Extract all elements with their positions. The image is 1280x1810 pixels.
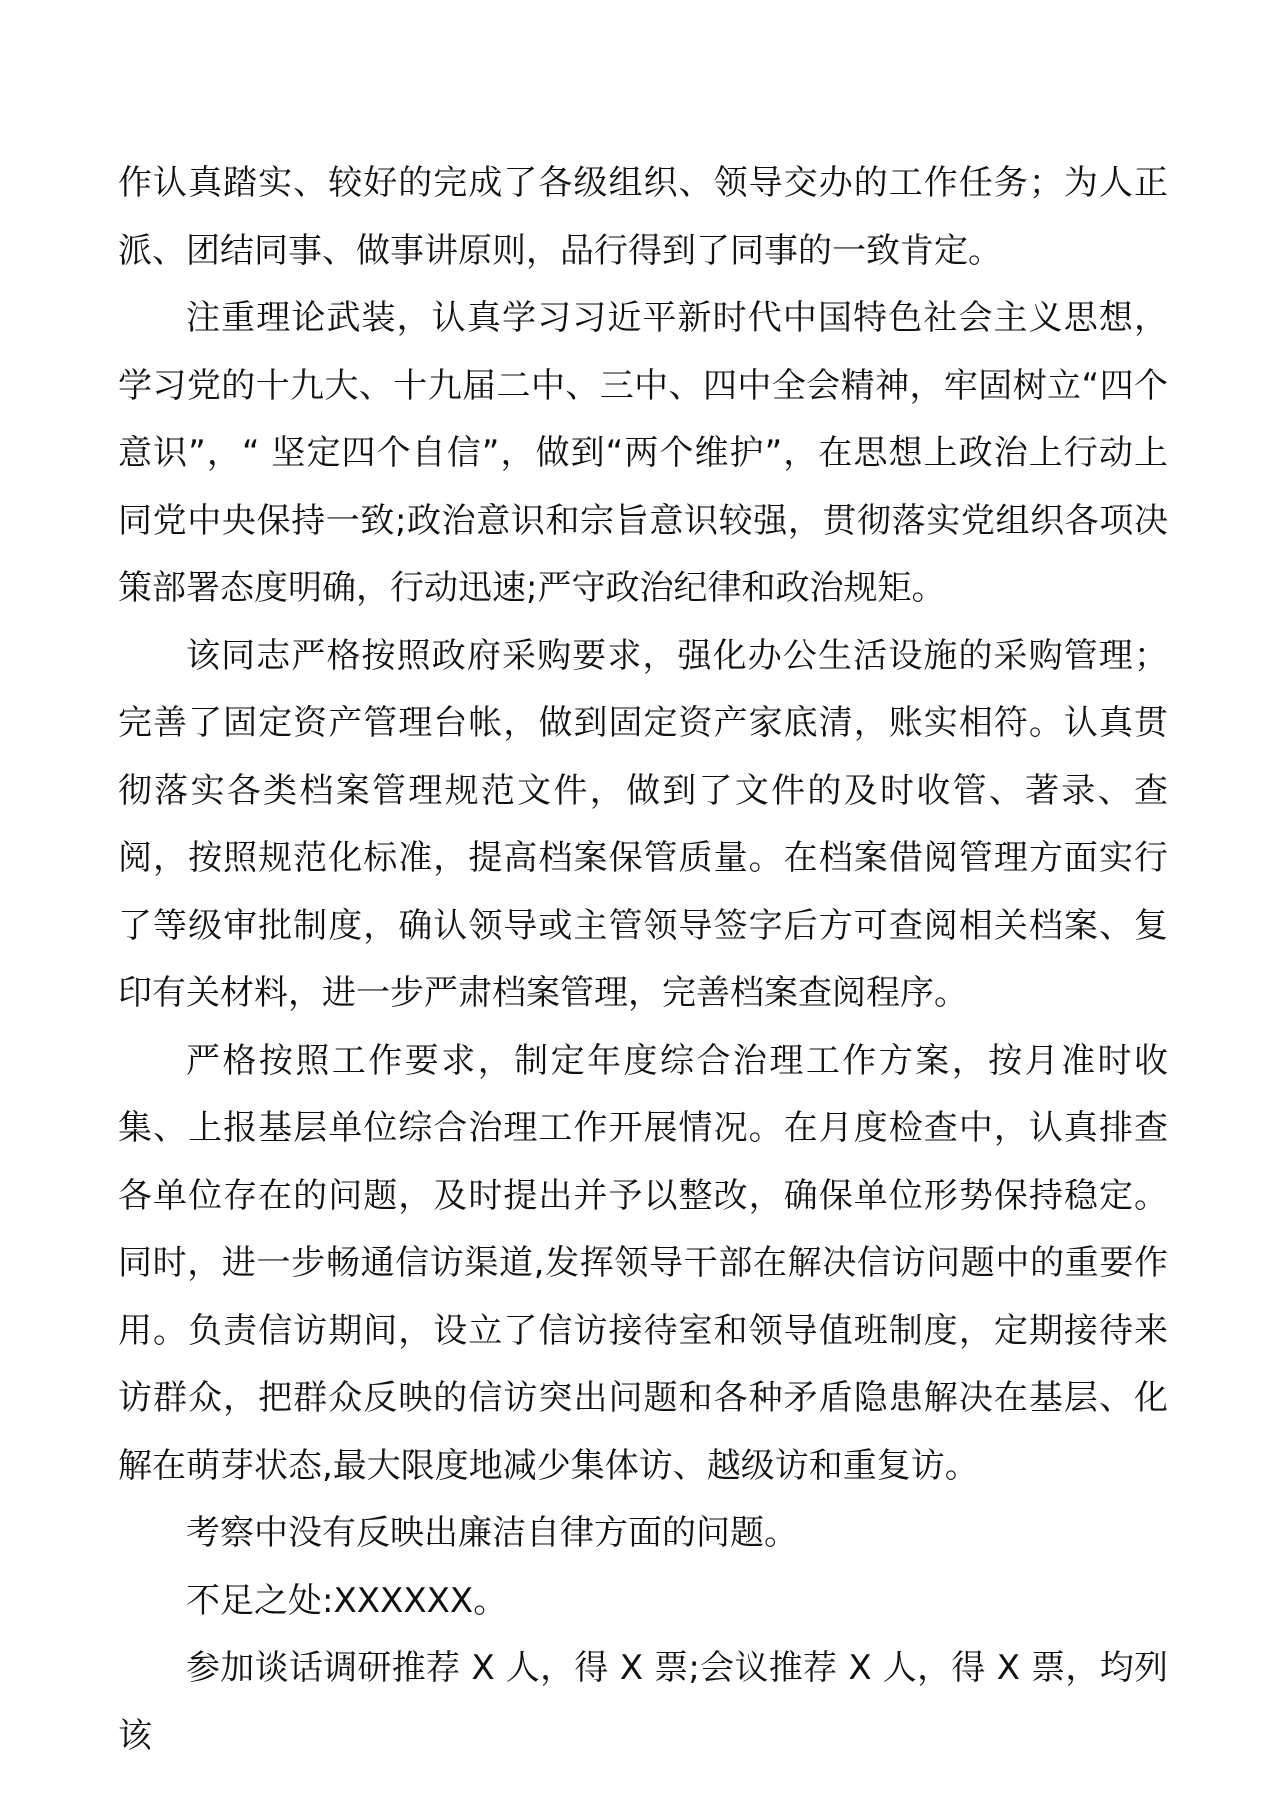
- paragraph-continuation: 作认真踏实、较好的完成了各级组织、领导交办的工作任务；为人正派、团结同事、做事讲原则，品行得到了同事的一致肯定。: [118, 163, 1168, 271]
- paragraph-recommendation: 参加谈话调研推荐 X 人，得 X 票;会议推荐 X 人，得 X 票，均列该: [118, 1648, 1168, 1756]
- paragraph-governance-petitions: 严格按照工作要求，制定年度综合治理工作方案，按月准时收集、上报基层单位综合治理工作开展情况。在月度检查中，认真排查各单位存在的问题，及时提出并予以整改，确保单位形势保持稳定。同时，进一步畅通信访渠道,发挥领导干部在解决信访问题中的重要作用。负责信访期间，设立了信访接待室和领导值班制度，定期接待来访群众，把群众反映的信访突出问题和各种矛盾隐患解决在基层、化解在萌芽状态,最大限度地减少集体访、越级访和重复访。: [118, 1040, 1168, 1486]
- paragraph-procurement-archives: 该同志严格按照政府采购要求，强化办公生活设施的采购管理；完善了固定资产管理台帐，做到固定资产家底清，账实相符。认真贯彻落实各类档案管理规范文件，做到了文件的及时收管、著录、查阅，按照规范化标准，提高档案保管质量。在档案借阅管理方面实行了等级审批制度，确认领导或主管领导签字后方可查阅相关档案、复印有关材料，进一步严肃档案管理，完善档案查阅程序。: [118, 635, 1168, 1013]
- paragraph-theory: 注重理论武装，认真学习习近平新时代中国特色社会主义思想，学习党的十九大、十九届二中、三中、四中全会精神，牢固树立“四个意识”，“ 坚定四个自信”，做到“两个维护”，在思想上政治上行动上同党中央保持一致;政治意识和宗旨意识较强，贯彻落实党组织各项决策部署态度明确，行动迅速;严守政治纪律和政治规矩。: [118, 298, 1168, 608]
- document-body: [118, 150, 1168, 1770]
- paragraph-integrity: 考察中没有反映出廉洁自律方面的问题。: [186, 1513, 798, 1553]
- paragraph-shortcomings: 不足之处:XXXXXX。: [186, 1580, 508, 1621]
